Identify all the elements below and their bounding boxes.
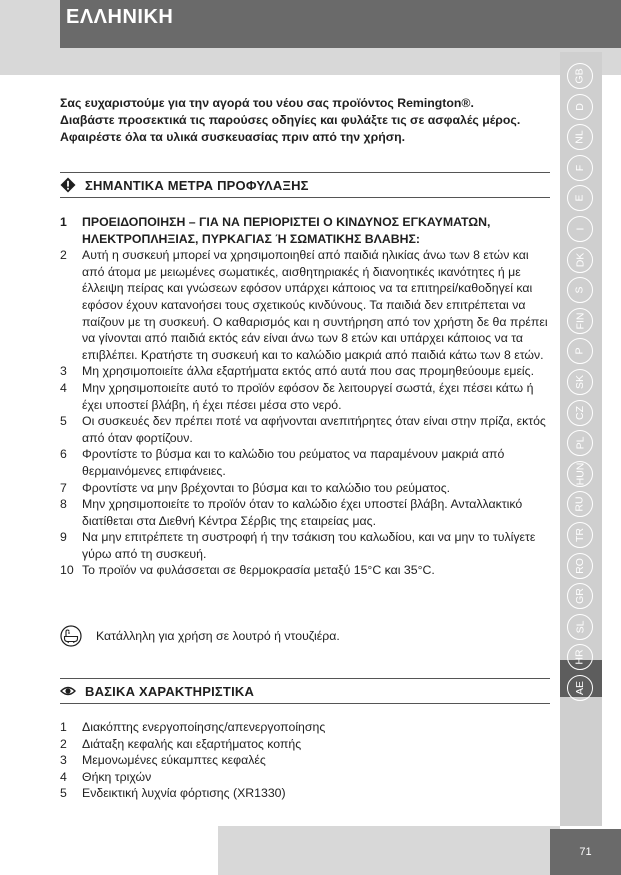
list-item: [60, 214, 552, 247]
page-number: 71: [579, 846, 592, 858]
safety-list: [60, 214, 552, 579]
list-item: [60, 736, 552, 753]
features-title-text: ΒΑΣΙΚΑ ΧΑΡΑΚΤΗΡΙΣΤΙΚΑ: [85, 683, 255, 699]
language-tab-tr[interactable]: [567, 522, 593, 548]
language-code: SL: [574, 620, 586, 634]
list-item: [60, 562, 552, 579]
item-number: 3: [60, 364, 67, 379]
item-text: Ενδεικτική λυχνία φόρτισης (XR1330): [82, 786, 286, 801]
item-text: Διακόπτης ενεργοποίησης/απενεργοποίησης: [82, 720, 326, 734]
bath-shower-note: [60, 625, 550, 647]
features-list: [60, 719, 552, 802]
list-item: [60, 363, 552, 380]
note-text: Κατάλληλη για χρήση σε λουτρό ή ντουζιέρα.: [96, 629, 340, 643]
item-number: 9: [60, 530, 67, 545]
item-number: 1: [60, 720, 67, 734]
intro-text: [60, 95, 550, 146]
item-number: 5: [60, 786, 67, 801]
language-code: HUN: [574, 462, 586, 486]
list-item: [60, 752, 552, 769]
footer-left: [0, 826, 218, 875]
item-text: Φροντίστε το βύσμα και το καλώδιο του ρεύματος να παραμένουν μακριά από θερμαινόμενες επιφάνειες.: [82, 447, 505, 478]
language-tab-ae[interactable]: [567, 675, 593, 701]
eye-icon: [60, 683, 76, 699]
item-text: Οι συσκευές δεν πρέπει ποτέ να αφήνονται ανεπιτήρητες όταν είναι στην πρίζα, εκτός από όταν φορτίζουν.: [82, 414, 546, 445]
language-tab-d[interactable]: [567, 94, 593, 120]
language-tab-cz[interactable]: [567, 400, 593, 426]
list-item: [60, 380, 552, 413]
language-header: [60, 0, 621, 48]
item-text: Μην χρησιμοποιείτε αυτό το προϊόν εφόσον δε λειτουργεί σωστά, έχει πέσει κάτω ή έχει υποστεί βλάβη, ή έχει πέσει μέσα στο νερό.: [82, 380, 534, 412]
page-number-box: [550, 829, 621, 875]
list-item: [60, 480, 552, 497]
language-tab-gr[interactable]: [567, 583, 593, 609]
language-code: E: [573, 194, 586, 202]
item-number: 1: [60, 215, 67, 229]
item-text: Μην χρησιμοποιείτε το προϊόν όταν το καλώδιο έχει υποστεί βλάβη. Ανταλλακτικό διατίθεται στα Διεθνή Κέντρα Σέρβις της εταιρείας μας.: [82, 497, 523, 528]
item-number: 6: [60, 447, 67, 462]
language-code: GB: [573, 68, 586, 84]
item-number: 3: [60, 753, 67, 768]
list-item: [60, 719, 552, 736]
language-tab-sl[interactable]: [567, 614, 593, 640]
item-text: Αυτή η συσκευή μπορεί να χρησιμοποιηθεί από παιδιά ηλικίας άνω των 8 ετών και από άτομα με μειωμένες σωματικές, αισθητηριακές ή διανοητικές ικανότητες ή με έλλειψη πείρας και γνώσεων εφόσον υπάρχει κάποιος να τα επιτηρεί/καθοδηγεί και εφόσον έχουν κατανοήσει τους σχετικούς κινδύνους. Τα παιδιά δεν επιτρέπεται να παίζουν με τη συσκευή. Ο καθαρισμός και η συντήρηση από τον χρήστη δε θα πρέπει να γίνονται από παιδιά εκτός εάν είναι άνω των 8 ετών και υπάρχει κάποιος να τα επιβλέπει. Κρατήστε τη συσκευή και το καλώδιο μακριά από παιδιά κάτω των 8 ετών.: [82, 248, 548, 362]
intro-thanks: Σας ευχαριστούμε για την αγορά του νέου σας προϊόντος Remington®.: [60, 96, 474, 110]
item-text: Να μην επιτρέπετε τη συστροφή ή την τσάκιση του καλωδίου, και να μην το τυλίγετε γύρω από τη συσκευή.: [82, 530, 536, 561]
language-tab-pl[interactable]: [567, 430, 593, 456]
language-tab-i[interactable]: [567, 216, 593, 242]
list-item: [60, 769, 552, 786]
item-number: 2: [60, 248, 67, 263]
language-tab-gb[interactable]: [567, 63, 593, 89]
language-tab-fin[interactable]: [567, 308, 593, 334]
intro-read-instructions: Διαβάστε προσεκτικά τις παρούσες οδηγίες και φυλάξτε τις σε ασφαλές μέρος.: [60, 113, 521, 127]
language-tab-sk[interactable]: [567, 369, 593, 395]
item-text: Θήκη τριχών: [82, 769, 152, 784]
item-number: 7: [60, 480, 67, 495]
list-item: [60, 785, 552, 802]
list-item: [60, 247, 552, 363]
safety-section-title: [60, 172, 550, 198]
item-number: 2: [60, 736, 67, 751]
language-code: HR: [573, 649, 586, 665]
warning-icon: [60, 177, 76, 193]
language-code: FIN: [573, 312, 586, 330]
language-code: I: [573, 227, 586, 231]
language-code: AE: [573, 680, 586, 696]
bath-shower-icon: [60, 625, 82, 647]
list-item: [60, 496, 552, 529]
language-tab-dk[interactable]: [567, 247, 593, 273]
item-number: 4: [60, 380, 67, 395]
language-code: SK: [573, 374, 586, 390]
item-text: Μη χρησιμοποιείτε άλλα εξαρτήματα εκτός από αυτά που σας προμηθεύουμε εμείς.: [82, 364, 534, 379]
language-code: CZ: [574, 405, 586, 420]
intro-remove-packaging: Αφαιρέστε όλα τα υλικά συσκευασίας πριν από την χρήση.: [60, 130, 406, 144]
language-tab-f[interactable]: [567, 155, 593, 181]
language-code: RO: [574, 557, 586, 574]
language-code: TR: [574, 528, 586, 542]
language-code: DK: [574, 252, 586, 267]
language-tab-hun[interactable]: [567, 461, 593, 487]
language-tab-ro[interactable]: [567, 553, 593, 579]
language-code: P: [573, 347, 586, 355]
language-code: D: [574, 102, 586, 111]
language-code: GR: [574, 588, 586, 605]
language-code: NL: [574, 130, 586, 144]
page-title: ΕΛΛΗΝΙΚΗ: [66, 6, 174, 28]
features-section-title: [60, 678, 550, 704]
language-code: S: [573, 286, 586, 294]
item-number: 4: [60, 769, 67, 784]
item-number: 5: [60, 414, 67, 429]
list-item: [60, 529, 552, 562]
list-item: [60, 446, 552, 479]
item-text: Διάταξη κεφαλής και εξαρτήματος κοπής: [82, 736, 302, 751]
language-tab-s[interactable]: [567, 277, 593, 303]
item-text: ΠΡΟΕΙΔΟΠΟΙΗΣΗ – ΓΙΑ ΝΑ ΠΕΡΙΟΡΙΣΤΕΙ Ο ΚΙΝΔΥΝΟΣ ΕΓΚΑΥΜΑΤΩΝ, ΗΛΕΚΤΡΟΠΛΗΞΙΑΣ, ΠΥΡΚΑΓΙΑΣ Ή ΣΩΜΑΤΙΚΗΣ ΒΛΑΒΗΣ:: [82, 215, 491, 246]
language-code: PL: [574, 436, 586, 450]
language-code: RU: [573, 496, 586, 512]
language-tab-nl[interactable]: [567, 124, 593, 150]
safety-title-text: ΣΗΜΑΝΤΙΚΑ ΜΕΤΡΑ ΠΡΟΦΥΛΑΞΗΣ: [85, 177, 309, 193]
list-item: [60, 413, 552, 446]
footer-band: [218, 826, 560, 875]
item-number: 10: [60, 563, 74, 578]
item-text: Το προϊόν να φυλάσσεται σε θερμοκρασία μεταξύ 15°C και 35°C.: [82, 563, 435, 578]
item-text: Μεμονωμένες εύκαμπτες κεφαλές: [82, 753, 266, 768]
item-number: 8: [60, 497, 67, 512]
language-code: F: [573, 164, 586, 172]
item-text: Φροντίστε να μην βρέχονται το βύσμα και το καλώδιο του ρεύματος.: [82, 480, 451, 495]
